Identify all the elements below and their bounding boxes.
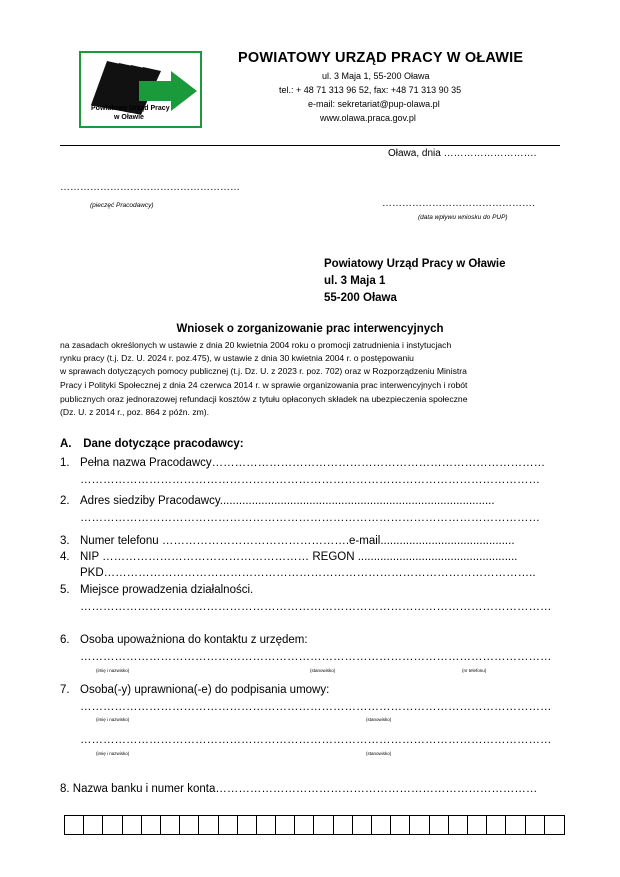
- account-digit-cell[interactable]: [506, 816, 525, 834]
- account-digit-cell[interactable]: [391, 816, 410, 834]
- employer-stamp-dots: ………………………………………………: [60, 182, 240, 193]
- org-street: ul. 3 Maja 1, 55-200 Oława: [322, 71, 430, 81]
- legal-line: rynku pracy (t.j. Dz. U. 2024 r. poz.475), w ustawie z dnia 30 kwietnia 2004 r. o postępowaniu: [60, 353, 414, 363]
- section-a-heading: [60, 438, 244, 450]
- field-number: 7.: [60, 684, 70, 696]
- account-digit-cell[interactable]: [180, 816, 199, 834]
- account-digit-cell[interactable]: [219, 816, 238, 834]
- account-digit-cell[interactable]: [487, 816, 506, 834]
- account-digit-cell[interactable]: [84, 816, 103, 834]
- field-employer-address-cont[interactable]: …………………………………………………………………………………………………………: [80, 512, 540, 524]
- account-digit-cell[interactable]: [314, 816, 333, 834]
- field-employer-name-cont[interactable]: …………………………………………………………………………………………………………: [80, 474, 540, 486]
- section-a-letter: A.: [60, 438, 72, 450]
- caption-name: (imię i nazwisko): [96, 751, 130, 756]
- field-contact-person-cont[interactable]: ……………………………………………………………………………………………………………: [80, 651, 552, 663]
- org-website: www.olawa.praca.gov.pl: [320, 113, 416, 123]
- place-date: Oława, dnia ……………………….: [388, 148, 537, 159]
- field-signatory[interactable]: [60, 684, 329, 696]
- field-number: 3.: [60, 535, 70, 547]
- field-label: Pełna nazwa Pracodawcy……………………………………………………………………………: [80, 457, 546, 469]
- legal-line: (Dz. U. z 2014 r., poz. 864 z późn. zm).: [60, 407, 210, 417]
- caption-name: (imię i nazwisko): [96, 668, 130, 673]
- field-employer-address[interactable]: [60, 495, 495, 507]
- account-digit-cell[interactable]: [199, 816, 218, 834]
- logo-text-line1: Powiatowy Urząd Pracy: [91, 105, 170, 112]
- caption-position: (stanowisko): [366, 751, 392, 756]
- org-name: POWIATOWY URZĄD PRACY W OŁAWIE: [238, 50, 524, 66]
- caption-phone: (nr telefonu): [462, 668, 487, 673]
- field-number: 4.: [60, 551, 70, 563]
- account-digit-cell[interactable]: [103, 816, 122, 834]
- logo: [79, 51, 202, 128]
- account-digit-cell[interactable]: [410, 816, 429, 834]
- account-digit-cell[interactable]: [65, 816, 84, 834]
- account-digit-cell[interactable]: [257, 816, 276, 834]
- receipt-date-caption: (data wpływu wniosku do PUP): [418, 214, 508, 221]
- field-bank-account[interactable]: 8. Nazwa banku i numer konta…………………………………………………………………………: [60, 783, 538, 795]
- caption-position: (stanowisko): [310, 668, 336, 673]
- recipient-line3: 55-200 Oława: [324, 292, 397, 304]
- account-digit-cell[interactable]: [142, 816, 161, 834]
- caption-position: (stanowisko): [366, 717, 392, 722]
- field-label: Miejsce prowadzenia działalności.: [80, 584, 254, 596]
- field-pkd[interactable]: PKD…………………………………………………………………………………………………..: [80, 567, 536, 579]
- field-business-location[interactable]: [60, 584, 253, 596]
- recipient-line2: ul. 3 Maja 1: [324, 275, 386, 287]
- field-label: Numer telefonu ………………………………………….e-mail..........................................: [80, 535, 515, 547]
- field-business-location-cont[interactable]: ……………………………………………………………………………………………………………: [80, 601, 552, 613]
- account-digit-cell[interactable]: [468, 816, 487, 834]
- section-a-title: Dane dotyczące pracodawcy:: [83, 438, 244, 450]
- account-number-grid[interactable]: [64, 815, 565, 835]
- receipt-date-dots: ……………………………………….: [382, 198, 535, 209]
- caption-name: (imię i nazwisko): [96, 717, 130, 722]
- account-digit-cell[interactable]: [276, 816, 295, 834]
- field-label: Osoba(-y) uprawniona(-e) do podpisania umowy:: [80, 684, 330, 696]
- field-contact-person[interactable]: [60, 634, 308, 646]
- field-number: 5.: [60, 584, 70, 596]
- legal-line: na zasadach określonych w ustawie z dnia 20 kwietnia 2004 roku o promocji zatrudnienia i instytucjach: [60, 340, 452, 350]
- account-digit-cell[interactable]: [449, 816, 468, 834]
- account-digit-cell[interactable]: [526, 816, 545, 834]
- field-label: Osoba upoważniona do kontaktu z urzędem:: [80, 634, 308, 646]
- legal-line: Pracy i Polityki Społecznej z dnia 24 czerwca 2014 r. w sprawie organizowania prac interwencyjnych i robót: [60, 380, 468, 390]
- form-title: Wniosek o zorganizowanie prac interwencyjnych: [176, 323, 444, 335]
- field-label: Adres siedziby Pracodawcy......................................................................................: [80, 495, 495, 507]
- account-digit-cell[interactable]: [372, 816, 391, 834]
- field-number: 1.: [60, 457, 70, 469]
- account-digit-cell[interactable]: [334, 816, 353, 834]
- legal-line: publicznych oraz jednorazowej refundacji kosztów z tytułu opłaconych składek na ubezpieczenia społeczne: [60, 394, 468, 404]
- field-number: 6.: [60, 634, 70, 646]
- legal-line: w sprawach dotyczących pomocy publicznej (t.j. Dz. U. z 2023 r. poz. 702) oraz w Rozporządzeniu Ministra: [60, 366, 467, 376]
- field-label: NIP ……………………………………………… REGON ..................................................: [80, 551, 518, 563]
- account-digit-cell[interactable]: [123, 816, 142, 834]
- logo-text-line2: w Oławie: [114, 114, 144, 121]
- field-phone-email[interactable]: [60, 535, 515, 547]
- account-digit-cell[interactable]: [430, 816, 449, 834]
- field-number: 2.: [60, 495, 70, 507]
- employer-stamp-caption: (pieczęć Pracodawcy): [90, 202, 154, 209]
- account-digit-cell[interactable]: [545, 816, 564, 834]
- recipient-line1: Powiatowy Urząd Pracy w Oławie: [324, 258, 506, 270]
- org-email: e-mail: sekretariat@pup-olawa.pl: [308, 99, 440, 109]
- account-digit-cell[interactable]: [295, 816, 314, 834]
- header-divider: [60, 145, 560, 146]
- account-digit-cell[interactable]: [238, 816, 257, 834]
- account-digit-cell[interactable]: [161, 816, 180, 834]
- field-nip-regon[interactable]: [60, 551, 517, 563]
- org-phone: tel.: + 48 71 313 96 52, fax: +48 71 313 90 35: [279, 85, 462, 95]
- field-employer-name[interactable]: [60, 457, 545, 469]
- field-signatory-cont-2[interactable]: ……………………………………………………………………………………………………………: [80, 734, 552, 746]
- field-signatory-cont-1[interactable]: ……………………………………………………………………………………………………………: [80, 701, 552, 713]
- account-digit-cell[interactable]: [353, 816, 372, 834]
